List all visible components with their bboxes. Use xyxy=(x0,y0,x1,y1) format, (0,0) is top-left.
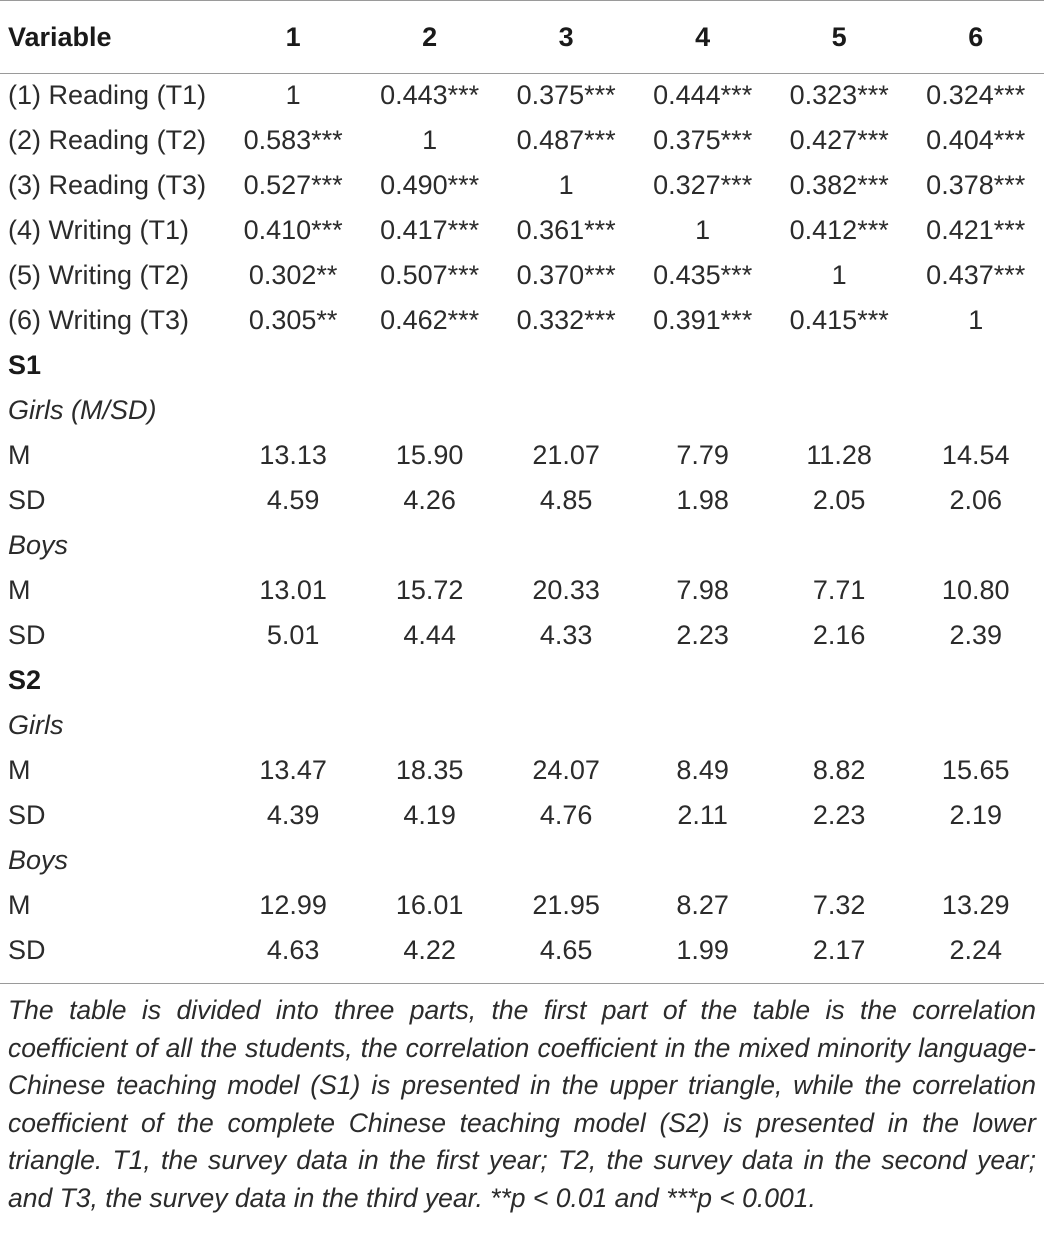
table-cell: 1.99 xyxy=(676,935,729,965)
table-cell: 8.49 xyxy=(676,755,729,785)
table-cell: 0.375*** xyxy=(516,80,616,110)
table-cell: 1 xyxy=(558,170,574,200)
table-cell: 21.07 xyxy=(532,440,600,470)
table-cell: 4.65 xyxy=(539,935,593,965)
table-cell: 1 xyxy=(695,215,711,245)
row-label: M xyxy=(8,755,31,785)
header-col-2: 2 xyxy=(422,21,438,52)
table-cell: 4.63 xyxy=(266,935,320,965)
sd-row xyxy=(0,613,1044,658)
table-cell: 0.323*** xyxy=(789,80,889,110)
table-cell: 5.01 xyxy=(266,620,320,650)
table-cell: 0.487*** xyxy=(516,125,616,155)
sd-row xyxy=(0,793,1044,838)
group-heading xyxy=(0,388,1044,433)
table-cell: 2.17 xyxy=(812,935,866,965)
table-cell: 0.375*** xyxy=(653,125,753,155)
group-heading-label: Boys xyxy=(8,845,69,875)
section-heading xyxy=(0,658,1044,703)
correlation-row xyxy=(0,298,1044,343)
correlation-row xyxy=(0,118,1044,163)
group-heading xyxy=(0,838,1044,883)
table-cell: 1 xyxy=(831,260,847,290)
table-cell: 21.95 xyxy=(532,890,600,920)
table-cell: 2.16 xyxy=(812,620,866,650)
table-cell: 0.378*** xyxy=(926,170,1026,200)
table-footnote: The table is divided into three parts, the first part of the table is the correlation coefficient of all the students, the correlation coefficient in the mixed minority language-Chinese teaching model (S1) is presented in the upper triangle, while the correlation coefficient of the complete Chinese teaching model (S2) is presented in the lower triangle. T1, the survey data in the first year; T2, the survey data in the second year; and T3, the survey data in the third year. **p < 0.01 and ***p < 0.001. xyxy=(8,995,1036,1213)
table-cell: 4.85 xyxy=(539,485,593,515)
table-cell: 2.06 xyxy=(949,485,1002,515)
table-cell: 1 xyxy=(968,305,984,335)
table-cell: 0.415*** xyxy=(789,305,889,335)
table-cell: 7.71 xyxy=(812,575,866,605)
table-cell: 0.412*** xyxy=(789,215,889,245)
table-cell: 0.404*** xyxy=(926,125,1026,155)
table-cell: 0.427*** xyxy=(789,125,889,155)
section-heading-label: S2 xyxy=(8,665,42,695)
table-cell: 10.80 xyxy=(941,575,1010,605)
table-cell: 4.59 xyxy=(266,485,320,515)
table-cell: 15.72 xyxy=(395,575,464,605)
table-cell: 2.39 xyxy=(949,620,1002,650)
row-label: (4) Writing (T1) xyxy=(8,215,190,245)
table-cell: 4.19 xyxy=(403,800,456,830)
table-cell: 0.370*** xyxy=(516,260,616,290)
table-cell: 0.382*** xyxy=(789,170,889,200)
table-cell: 0.410*** xyxy=(243,215,343,245)
table-cell: 2.05 xyxy=(812,485,866,515)
table-cell: 1.98 xyxy=(676,485,729,515)
header-col-4: 4 xyxy=(695,21,711,52)
table-cell: 15.90 xyxy=(395,440,464,470)
table-cell: 0.391*** xyxy=(653,305,753,335)
group-heading-label: Boys xyxy=(8,530,69,560)
table-cell: 0.507*** xyxy=(380,260,480,290)
table-cell: 24.07 xyxy=(532,755,600,785)
table-cell: 13.47 xyxy=(259,755,327,785)
table-cell: 0.443*** xyxy=(380,80,480,110)
group-heading xyxy=(0,703,1044,748)
table-cell: 0.437*** xyxy=(926,260,1026,290)
table-cell: 7.32 xyxy=(812,890,866,920)
table-cell: 0.490*** xyxy=(380,170,480,200)
table-cell: 8.27 xyxy=(676,890,729,920)
row-label: (6) Writing (T3) xyxy=(8,305,190,335)
table-cell: 0.527*** xyxy=(243,170,343,200)
table-cell: 4.44 xyxy=(403,620,456,650)
table-cell: 4.76 xyxy=(539,800,593,830)
table-cell: 1 xyxy=(285,80,301,110)
table-cell: 0.435*** xyxy=(653,260,753,290)
table-cell: 12.99 xyxy=(259,890,327,920)
header-variable: Variable xyxy=(8,21,112,52)
table-cell: 4.39 xyxy=(266,800,320,830)
table-cell: 0.583*** xyxy=(243,125,343,155)
correlation-row xyxy=(0,73,1044,118)
table-cell: 11.28 xyxy=(806,440,872,470)
header-rule xyxy=(0,73,1044,74)
table-cell: 0.417*** xyxy=(380,215,480,245)
correlation-row xyxy=(0,208,1044,253)
mean-row xyxy=(0,568,1044,613)
table-cell: 1 xyxy=(422,125,438,155)
group-heading xyxy=(0,523,1044,568)
table-cell: 13.29 xyxy=(941,890,1010,920)
row-label: SD xyxy=(8,800,46,830)
row-label: M xyxy=(8,440,31,470)
header-col-5: 5 xyxy=(831,21,847,52)
table-cell: 0.302** xyxy=(248,260,338,290)
table-cell: 4.22 xyxy=(403,935,456,965)
table-cell: 15.65 xyxy=(941,755,1010,785)
row-label: (5) Writing (T2) xyxy=(8,260,190,290)
correlation-row xyxy=(0,163,1044,208)
table-cell: 14.54 xyxy=(941,440,1010,470)
row-label: M xyxy=(8,575,31,605)
table-cell: 0.305** xyxy=(248,305,338,335)
table-cell: 4.33 xyxy=(539,620,593,650)
row-label: (1) Reading (T1) xyxy=(8,80,207,110)
section-heading xyxy=(0,343,1044,388)
table-cell: 0.462*** xyxy=(380,305,480,335)
header-col-6: 6 xyxy=(968,21,984,52)
table-cell: 2.23 xyxy=(676,620,729,650)
table-cell: 18.35 xyxy=(395,755,464,785)
table-cell: 0.444*** xyxy=(653,80,753,110)
table-cell: 7.98 xyxy=(676,575,729,605)
header-col-3: 3 xyxy=(558,21,574,52)
row-label: SD xyxy=(8,935,46,965)
header-col-1: 1 xyxy=(285,21,301,52)
correlation-table xyxy=(0,1,1044,973)
table-cell: 8.82 xyxy=(812,755,866,785)
table-cell: 0.332*** xyxy=(516,305,616,335)
table-cell: 0.421*** xyxy=(926,215,1026,245)
table-cell: 4.26 xyxy=(403,485,456,515)
row-label: (3) Reading (T3) xyxy=(8,170,207,200)
table-cell: 13.13 xyxy=(259,440,327,470)
table-cell: 20.33 xyxy=(532,575,600,605)
table-cell: 2.23 xyxy=(812,800,866,830)
header-row xyxy=(0,1,1044,73)
sd-row xyxy=(0,478,1044,523)
table-cell: 2.19 xyxy=(949,800,1002,830)
mean-row xyxy=(0,433,1044,478)
section-heading-label: S1 xyxy=(8,350,42,380)
table-cell: 0.361*** xyxy=(516,215,616,245)
row-label: M xyxy=(8,890,31,920)
mean-row xyxy=(0,883,1044,928)
group-heading-label: Girls (M/SD) xyxy=(8,395,157,425)
table-cell: 0.324*** xyxy=(926,80,1026,110)
sd-row xyxy=(0,928,1044,973)
row-label: SD xyxy=(8,620,46,650)
row-label: (2) Reading (T2) xyxy=(8,125,207,155)
table-cell: 2.24 xyxy=(949,935,1002,965)
mean-row xyxy=(0,748,1044,793)
row-label: SD xyxy=(8,485,46,515)
table-cell: 0.327*** xyxy=(653,170,753,200)
table-cell: 2.11 xyxy=(677,800,728,830)
correlation-row xyxy=(0,253,1044,298)
table-cell: 16.01 xyxy=(395,890,464,920)
table-cell: 13.01 xyxy=(259,575,327,605)
table-body xyxy=(0,73,1044,973)
table-cell: 7.79 xyxy=(676,440,729,470)
group-heading-label: Girls xyxy=(8,710,64,740)
